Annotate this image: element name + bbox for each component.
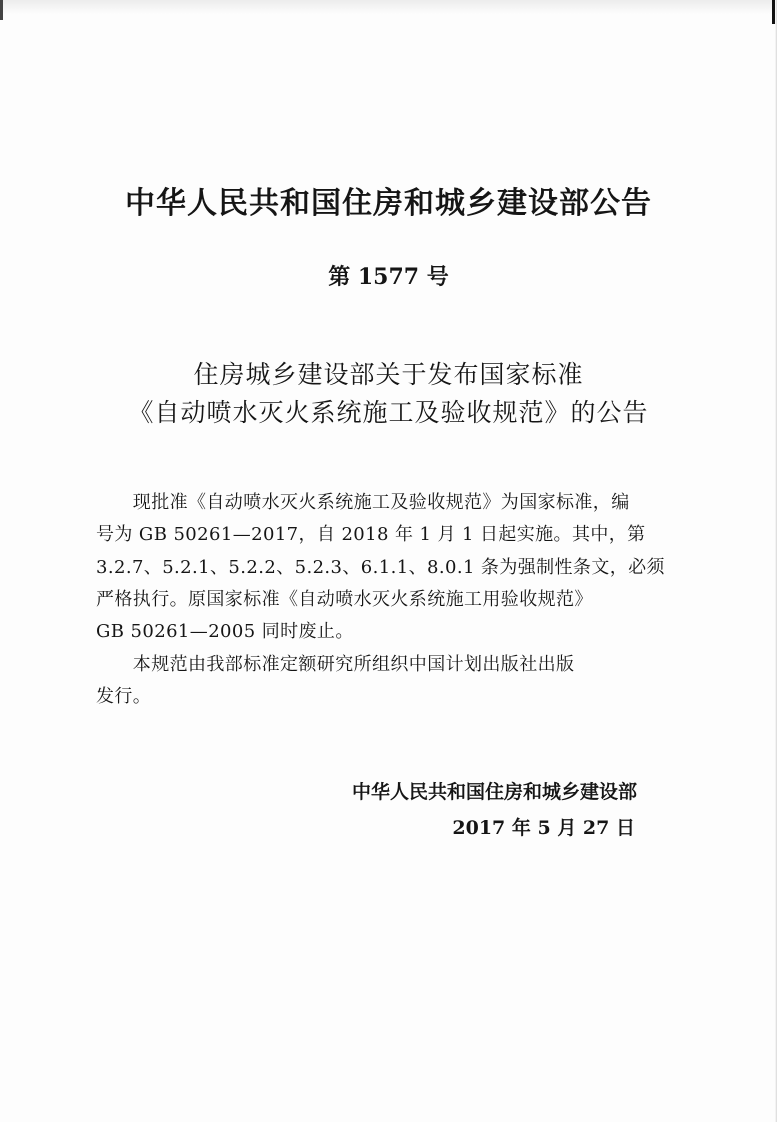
body-line: GB 50261—2005 同时废止。 xyxy=(96,621,354,642)
issue-date: 2017 年 5 月 27 日 xyxy=(452,817,635,839)
body-line: 严格执行。原国家标准《自动喷水灭火系统施工用验收规范》 xyxy=(96,589,593,610)
body-line: 号为 GB 50261—2017，自 2018 年 1 月 1 日起实施。其中，第 xyxy=(96,524,646,545)
announcement-title-line-2: 《自动喷水灭火系统施工及验收规范》的公告 xyxy=(128,398,649,427)
issuer-signature: 中华人民共和国住房和城乡建设部 xyxy=(351,781,637,803)
body-line: 3.2.7、5.2.1、5.2.2、5.2.3、6.1.1、8.0.1 条为强制性条文，必须 xyxy=(96,557,665,578)
bulletin-title: 中华人民共和国住房和城乡建设部公告 xyxy=(125,186,652,221)
body-line: 本规范由我部标准定额研究所组织中国计划出版社出版 xyxy=(96,654,575,675)
body-line: 发行。 xyxy=(96,686,152,707)
scan-edge-shadow xyxy=(0,0,777,14)
scan-artifact-left xyxy=(0,0,3,20)
bulletin-number: 第 1577 号 xyxy=(328,264,449,290)
announcement-title-line-1: 住房城乡建设部关于发布国家标准 xyxy=(193,360,584,389)
body-line: 现批准《自动喷水灭火系统施工及验收规范》为国家标准，编 xyxy=(96,492,630,513)
